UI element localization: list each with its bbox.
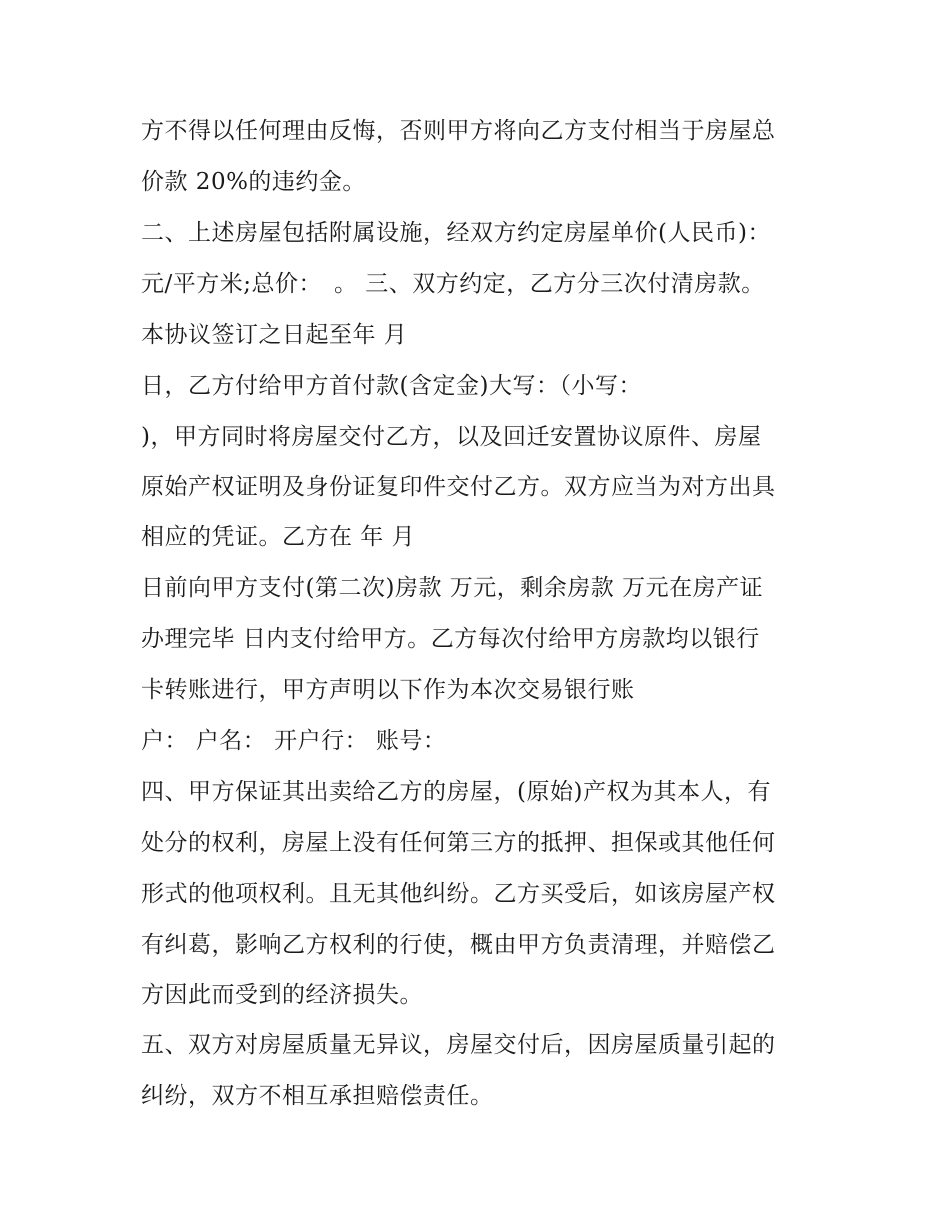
text-line: 卡转账进行，甲方声明以下作为本次交易银行账	[141, 677, 635, 703]
text-line: 价款 20%的违约金。	[141, 169, 366, 195]
text-line: 方不得以任何理由反悔，否则甲方将向乙方支付相当于房屋总	[141, 118, 776, 144]
text-line: 日，乙方付给甲方首付款(含定金)大写：（小写：	[141, 373, 642, 399]
text-line: 二、上述房屋包括附属设施，经双方约定房屋单价(人民币)：	[141, 220, 771, 246]
text-line: 四、甲方保证其出卖给乙方的房屋，(原始)产权为其本人，有	[141, 779, 771, 805]
text-line: 原始产权证明及身份证复印件交付乙方。双方应当为对方出具	[141, 474, 776, 500]
text-line: )，甲方同时将房屋交付乙方，以及回迁安置协议原件、房屋	[141, 424, 762, 450]
text-line: 形式的他项权利。且无其他纠纷。乙方买受后，如该房屋产权	[141, 881, 776, 907]
text-line: 本协议签订之日起至年 月	[141, 322, 408, 348]
text-line: 有纠葛，影响乙方权利的行使，概由甲方负责清理，并赔偿乙	[141, 932, 776, 958]
text-line: 户： 户名： 开户行： 账号：	[141, 728, 447, 754]
text-line: 办理完毕 日内支付给甲方。乙方每次付给甲方房款均以银行	[141, 626, 760, 652]
text-line: 相应的凭证。乙方在 年 月	[141, 524, 416, 550]
text-line: 日前向甲方支付(第二次)房款 万元，剩余房款 万元在房产证	[141, 575, 764, 601]
text-line: 纠纷，双方不相互承担赔偿责任。	[141, 1083, 494, 1109]
text-line: 方因此而受到的经济损失。	[141, 982, 423, 1008]
text-line: 五、双方对房屋质量无异议，房屋交付后，因房屋质量引起的	[141, 1032, 776, 1058]
text-line: 处分的权利，房屋上没有任何第三方的抵押、担保或其他任何	[141, 830, 776, 856]
text-line: 元/平方米;总价： 。 三、双方约定，乙方分三次付清房款。	[141, 271, 765, 297]
